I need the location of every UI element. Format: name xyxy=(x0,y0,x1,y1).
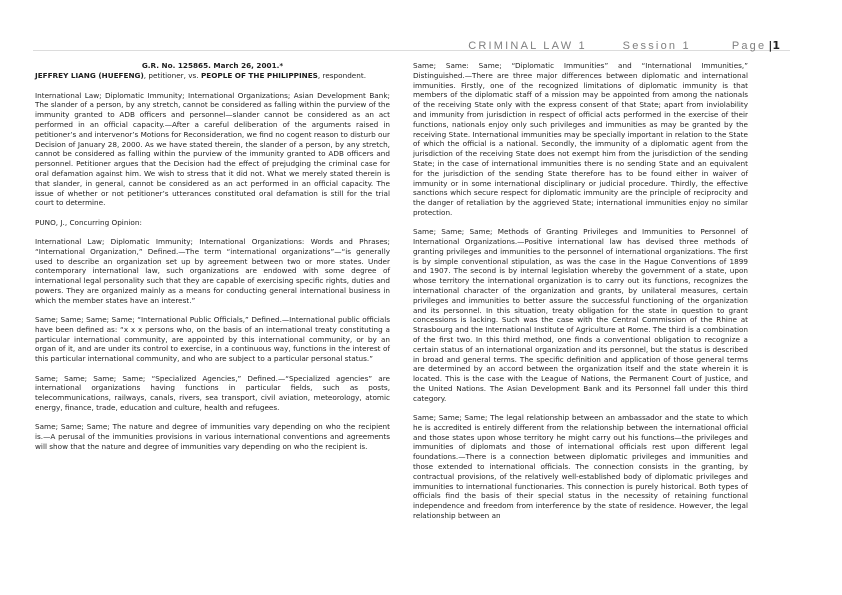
syllabus-paragraph: Same; Same; Same; The nature and degree of immunities vary depending on who the recipient is.—A perusal of the immunities provisions in various international conventions and agreements will show that the nature and degree of immunities vary depending on who the recipient is. xyxy=(35,422,390,451)
header-page-number: 1 xyxy=(772,39,780,52)
petitioner-role: , petitioner, vs. xyxy=(143,70,201,80)
case-parties xyxy=(35,71,390,81)
header-course: CRIMINAL LAW 1 xyxy=(468,40,587,52)
syllabus-paragraph: Same; Same; Same; Same; “International Public Officials,” Defined.—International public officials have been defined as: “x x x persons who, on the basis of an international treaty constituting a particular international community, are appointed by this international community, or by an organ of it, and are under its control to exercise, in a continuous way, functions in the interest of this particular international community, and who are subject to a particular personal status.” xyxy=(35,315,390,364)
case-citation: G.R. No. 125865. March 26, 2001.* xyxy=(141,61,284,70)
page-header xyxy=(33,34,790,51)
syllabus-paragraph: International Law; Diplomatic Immunity; International Organizations; Asian Development Bank; The slander of a person, by any stretch, cannot be considered as falling within the purview of the immunity granted to ADB officers and personnel—slander cannot be considered as an act performed in an official capacity.—After a careful deliberation of the arguments raised in petitioner’s and intervenor’s Motions for Reconsideration, we find no cogent reason to disturb our Decision of January 28, 2000. As we have stated therein, the slander of a person, by any stretch, cannot be considered as falling within the purview of the immunity granted to ADB officers and personnel. Petitioner argues that the Decision had the effect of prejudging the criminal case for oral defamation against him. We wish to stress that it did not. What we merely stated therein is that slander, in general, cannot be considered as an act performed in an official capacity. The issue of whether or not petitioner’s utterances constituted oral defamation is still for the trial court to determine. xyxy=(35,90,390,208)
petitioner-name: JEFFREY LIANG (HUEFENG) xyxy=(35,70,144,80)
syllabus-paragraph: International Law; Diplomatic Immunity; International Organizations: Words and Phrases; “International Organization,” Defined.—The term “international organizations”—“is generally used to describe an organization set up by agreement between two or more states. Under contemporary international law, such organizations are endowed with some degree of international legal personality such that they are capable of exercising specific rights, duties and powers. They are organized mainly as a means for conducting general international business in which the member states have an interest.” xyxy=(35,236,390,305)
header-page-separator: | xyxy=(768,39,773,52)
syllabus-paragraph: Same; Same; Same; Same; “Specialized Agencies,” Defined.—“Specialized agencies” are international organizations having functions in particular fields, such as posts, telecommunications, railways, canals, rivers, sea transport, civil aviation, meteorology, atomic energy, finance, trade, education and culture, health and refugees. xyxy=(35,373,390,412)
right-column xyxy=(413,61,748,530)
syllabus-paragraph: Same; Same; Same; Methods of Granting Privileges and Immunities to Personnel of International Organizations.—Positive international law has devised three methods of granting privileges and immunities to the personnel of international organizations. The first is by simple conventional stipulation, as was the case in the Hague Conventions of 1899 and 1907. The second is by internal legislation whereby the government of a state, upon whose territory the international organization is to carry out its functions, recognizes the international character of the organization and grants, by unilateral measures, certain privileges and immunities to better assure the successful functioning of the organization and its personnel. In this situation, treaty obligation for the state in question to grant concessions is lacking. Such was the case with the Central Commission of the Rhine at Strasbourg and the International Institute of Agriculture at Rome. The third is a combination of the first two. In this third method, one finds a conventional obligation to recognize a certain status of an international organization and its personnel, but the status is described in broad and general terms. The specific definition and application of those general terms are determined by an accord between the organization itself and the state wherein it is located. This is the case with the League of Nations, the Permanent Court of Justice, and the United Nations. The Asian Development Bank and its Personnel fall under this third category. xyxy=(413,227,748,403)
header-session: Session 1 xyxy=(622,40,691,52)
concurring-opinion-heading: PUNO, J., Concurring Opinion: xyxy=(35,217,142,227)
respondent-role: , respondent. xyxy=(317,70,366,80)
header-page-label: Page xyxy=(731,40,767,52)
left-column xyxy=(35,61,390,461)
respondent-name: PEOPLE OF THE PHILIPPINES xyxy=(200,70,318,80)
syllabus-paragraph: Same; Same; Same; The legal relationship between an ambassador and the state to which he is accredited is entirely different from the relationship between the international official and those states upon whose territory he might carry out his functions—the privileges and immunities of diplomats and those of international officials rest upon different legal foundations.—There is a connection between diplomatic privileges and immunities and those extended to international officials. The connection consists in the granting, by contractual provisions, of the relatively well-established body of diplomatic privileges and immunities to international functionaries. This connection is purely historical. Both types of officials find the basis of their special status in the necessity of retaining functional independence and freedom from interference by the state of residence. However, the legal relationship between an xyxy=(413,413,748,521)
syllabus-paragraph: Same; Same: Same; “Diplomatic Immunities” and “International Immunities,” Distinguished.—There are three major differences between diplomatic and international immunities. Firstly, one of the recognized limitations of diplomatic immunity is that members of the diplomatic staff of a mission may be appointed from among the nationals of the receiving State only with the express consent of that State; apart from inviolability and immunity from jurisdiction in respect of official acts performed in the exercise of their functions, nationals enjoy only such privileges and immunities as may be granted by the receiving State. International immunities may be specially important in relation to the State of which the official is a national. Secondly, the immunity of a diplomatic agent from the jurisdiction of the receiving State does not exempt him from the jurisdiction of the sending State; in the case of international immunities there is no sending State and an equivalent for the jurisdiction of the sending State therefore has to be found either in waiver of immunity or in some international disciplinary or judicial procedure. Thirdly, the effective sanctions which secure respect for diplomatic immunity are the principle of reciprocity and the danger of retaliation by the aggrieved State; international immunities enjoy no similar protection. xyxy=(413,61,748,217)
